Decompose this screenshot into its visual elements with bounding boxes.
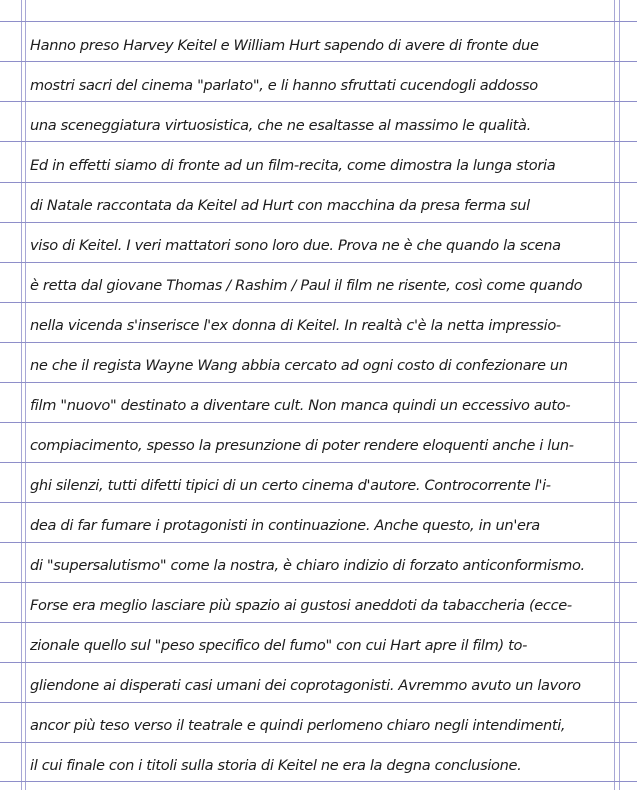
text-line: gliendone ai disperati casi umani dei coprotagonisti. Avremmo avuto un lavoro bbox=[30, 677, 581, 694]
text-line: di "supersalutismo" come la nostra, è chiaro indizio di forzato anticonformismo. bbox=[30, 557, 585, 574]
text-line: ghi silenzi, tutti difetti tipici di un certo cinema d'autore. Controcorrente l'i- bbox=[30, 477, 551, 494]
text-line: è retta dal giovane Thomas / Rashim / Paul il film ne risente, così come quando bbox=[30, 277, 583, 294]
ruled-line bbox=[0, 781, 637, 782]
ruled-line bbox=[0, 462, 637, 463]
text-line: il cui finale con i titoli sulla storia di Keitel ne era la degna conclusione. bbox=[30, 757, 522, 774]
left-margin-line bbox=[21, 0, 22, 790]
ruled-line bbox=[0, 582, 637, 583]
ruled-line bbox=[0, 262, 637, 263]
ruled-line bbox=[0, 21, 637, 22]
ruled-line bbox=[0, 61, 637, 62]
ruled-line bbox=[0, 742, 637, 743]
ruled-line bbox=[0, 182, 637, 183]
left-margin-line-inner bbox=[25, 0, 26, 790]
ruled-line bbox=[0, 382, 637, 383]
text-line: dea di far fumare i protagonisti in continuazione. Anche questo, in un'era bbox=[30, 517, 540, 534]
text-line: film "nuovo" destinato a diventare cult. Non manca quindi un eccessivo auto- bbox=[30, 397, 571, 414]
text-line: Hanno preso Harvey Keitel e William Hurt sapendo di avere di fronte due bbox=[30, 37, 539, 54]
text-line: Ed in effetti siamo di fronte ad un film-recita, come dimostra la lunga storia bbox=[30, 157, 556, 174]
ruled-line bbox=[0, 141, 637, 142]
right-margin-line bbox=[614, 0, 615, 790]
ruled-line bbox=[0, 662, 637, 663]
ruled-line bbox=[0, 342, 637, 343]
ruled-line bbox=[0, 101, 637, 102]
ruled-line bbox=[0, 302, 637, 303]
ruled-line bbox=[0, 502, 637, 503]
text-line: Forse era meglio lasciare più spazio ai gustosi aneddoti da tabaccheria (ecce- bbox=[30, 597, 572, 614]
text-line: ne che il regista Wayne Wang abbia cercato ad ogni costo di confezionare un bbox=[30, 357, 568, 374]
text-line: di Natale raccontata da Keitel ad Hurt con macchina da presa ferma sul bbox=[30, 197, 530, 214]
right-margin-line-outer bbox=[619, 0, 620, 790]
text-line: viso di Keitel. I veri mattatori sono loro due. Prova ne è che quando la scena bbox=[30, 237, 561, 254]
text-line: compiacimento, spesso la presunzione di poter rendere eloquenti anche i lun- bbox=[30, 437, 574, 454]
ruled-line bbox=[0, 702, 637, 703]
ruled-line bbox=[0, 622, 637, 623]
text-line: nella vicenda s'inserisce l'ex donna di Keitel. In realtà c'è la netta impressio- bbox=[30, 317, 561, 334]
ruled-line bbox=[0, 422, 637, 423]
text-line: una sceneggiatura virtuosistica, che ne esaltasse al massimo le qualità. bbox=[30, 117, 531, 134]
ruled-line bbox=[0, 542, 637, 543]
text-line: zionale quello sul "peso specifico del fumo" con cui Hart apre il film) to- bbox=[30, 637, 527, 654]
text-line: mostri sacri del cinema "parlato", e li hanno sfruttati cucendogli addosso bbox=[30, 77, 538, 94]
ruled-line bbox=[0, 222, 637, 223]
text-line: ancor più teso verso il teatrale e quindi perlomeno chiaro negli intendimenti, bbox=[30, 717, 566, 734]
